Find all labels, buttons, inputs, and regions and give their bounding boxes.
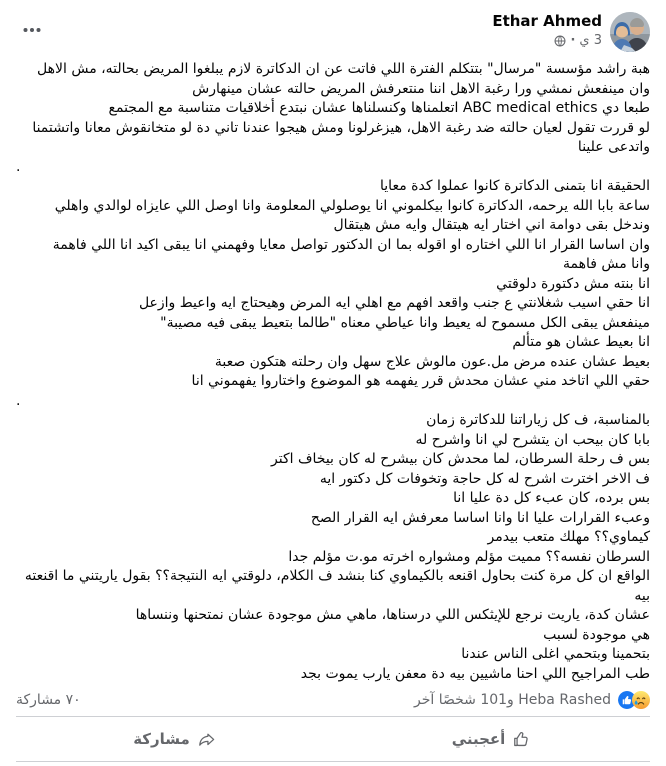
post-paragraph: واتدعى علينا <box>577 139 650 155</box>
post-header-meta <box>492 12 602 49</box>
post-paragraph: وان اساسا القرار انا اللي اختاره او اقوله بما ان الدكتور تواصل معايا وفهمني انا يبقى اكيد انا اللي فاهمة <box>52 236 650 253</box>
post-paragraph: . <box>16 158 21 175</box>
like-button-label: أعجبني <box>451 730 506 748</box>
post-paragraph: بس برده، كان عبء كل دة عليا انا <box>453 490 650 506</box>
action-bar <box>16 716 650 762</box>
share-count[interactable]: ٧٠ مشاركة <box>16 692 81 708</box>
post-paragraph: انا بعيط عشان هو متألم <box>512 334 650 350</box>
avatar-photo <box>610 12 650 52</box>
share-button[interactable] <box>18 721 331 757</box>
post-paragraph: لو قررت تقول لعيان حالته ضد رغبة الاهل، هيزغرلونا ومش هيجوا عندنا تاني دة لو متخانقوش معانا واتشتمنا <box>32 119 650 136</box>
post-paragraph: وندخل بقى دوامة اني اختار ايه هيتقال وايه مش هيتقال <box>333 217 650 233</box>
post-paragraph: طب المراجيح اللي احنا ماشيين بيه دة معفن يارب يموت بجد <box>300 665 650 682</box>
post-meta-row <box>492 33 602 49</box>
post-paragraph: الحقيقة انا بتمنى الدكاترة كانوا عملوا كدة معايا <box>380 178 650 194</box>
post-paragraph: هبة راشد مؤسسة "مرسال" بتتكلم الفترة اللي فاتت عن ان الدكاترة لازم يبلغوا المريض بحالته، مش الاهل <box>37 61 650 77</box>
post-paragraph: بيه <box>634 587 650 604</box>
share-button-label: مشاركة <box>133 730 190 748</box>
ellipsis-icon <box>22 28 42 43</box>
post-paragraph: بابا كان بيحب ان يتشرح لي انا واشرح له <box>415 431 650 448</box>
post-paragraph: الواقع ان كل مرة كنت بحاول اقنعه بالكيماوي كنا بنشد ف الكلام، دلوقتي ايه النتيجة؟؟ بقول ياريتني ما اقنعته <box>24 568 650 584</box>
reactions-count-text[interactable]: Heba Rashed و101 شخصًا آخر <box>413 692 611 708</box>
reactions-summary-row <box>0 684 666 716</box>
share-icon <box>197 730 216 749</box>
post-paragraph: عشان كدة، ياريت نرجع للإيثكس اللي درسناها، ماهي مش موجودة عشان نمتحنها وننساها <box>135 607 650 623</box>
post-paragraph: بس ف رحلة السرطان، لما محدش كان بيشرح له كان بيخاف اكتر <box>271 451 650 467</box>
post-paragraph: . <box>16 392 21 409</box>
post-paragraph: طبعا دي ABC medical ethics اتعلمناها وكنسلناها عشان نبتدع أخلاقيات متناسبة مع المجتمع <box>108 100 650 116</box>
post-paragraph: ف الاخر اخترت اشرح له كل حاجة وتخوفات كل دكتور ايه <box>319 470 650 487</box>
more-options-button[interactable] <box>16 14 48 49</box>
post-paragraph: وانا مش فاهمة <box>562 256 650 272</box>
post-paragraph: وعبء القرارات عليا انا وانا اساسا معرفش ايه القرار الصح <box>310 509 650 526</box>
post-paragraph: كيماوي؟؟ مهلك متعب بيدمر <box>487 529 650 545</box>
globe-icon <box>554 35 566 47</box>
post-paragraph: مينفعش يبقى الكل مسموح له يعيط وانا عياطي معناه "طالما بتعيط يبقى فيه مصيبة" <box>160 314 650 331</box>
sad-reaction-icon <box>632 691 650 709</box>
post-paragraph: السرطان نفسه؟؟ مميت مؤلم ومشواره اخرته مو.ت مؤلم جدا <box>288 548 650 565</box>
post-paragraph: هي موجودة لسبب <box>543 626 650 643</box>
post-paragraph: بعيط عشان عنده مرض مل.عون مالوش علاج سهل وان رحلته هتكون صعبة <box>214 353 650 370</box>
post-paragraph: انا حقي اسيب شغلانتي ع جنب واقعد افهم مع اهلي ايه المرض وهيحتاج ايه واعيط وازعل <box>138 295 650 311</box>
dot-separator: · <box>570 33 576 48</box>
post-paragraph: بتحمينا وبتحمي اغلى الناس عندنا <box>461 646 650 662</box>
post-paragraph: بالمناسبة، ف كل زياراتنا للدكاترة زمان <box>426 412 650 428</box>
post-header <box>0 0 666 56</box>
avatar[interactable] <box>610 12 650 52</box>
post-paragraph: وان مينفعش نمشي ورا رغبة الاهل اننا منتعرفش المريض حالته عشان مينهارش <box>192 80 650 97</box>
timestamp[interactable]: 3 ي <box>579 33 602 48</box>
post-text <box>0 56 666 684</box>
reactions-summary[interactable] <box>414 691 650 709</box>
post-paragraph: انا بنته مش دكتورة دلوقتي <box>496 275 650 292</box>
post-paragraph: ساعة بابا الله يرحمه، الدكاترة كانوا بيكلموني انا يوصلولي المعلومة وانا اوصل اللي عايزاه لوالدي واهلي <box>54 197 650 214</box>
post-paragraph: حقي اللي اتاخد مني عشان محدش قرر يفهمه هو الموضوع واختاروا يفهموني انا <box>191 373 650 389</box>
author-name[interactable]: Ethar Ahmed <box>492 12 602 30</box>
like-button[interactable] <box>335 721 648 757</box>
thumbs-up-icon <box>512 730 531 749</box>
